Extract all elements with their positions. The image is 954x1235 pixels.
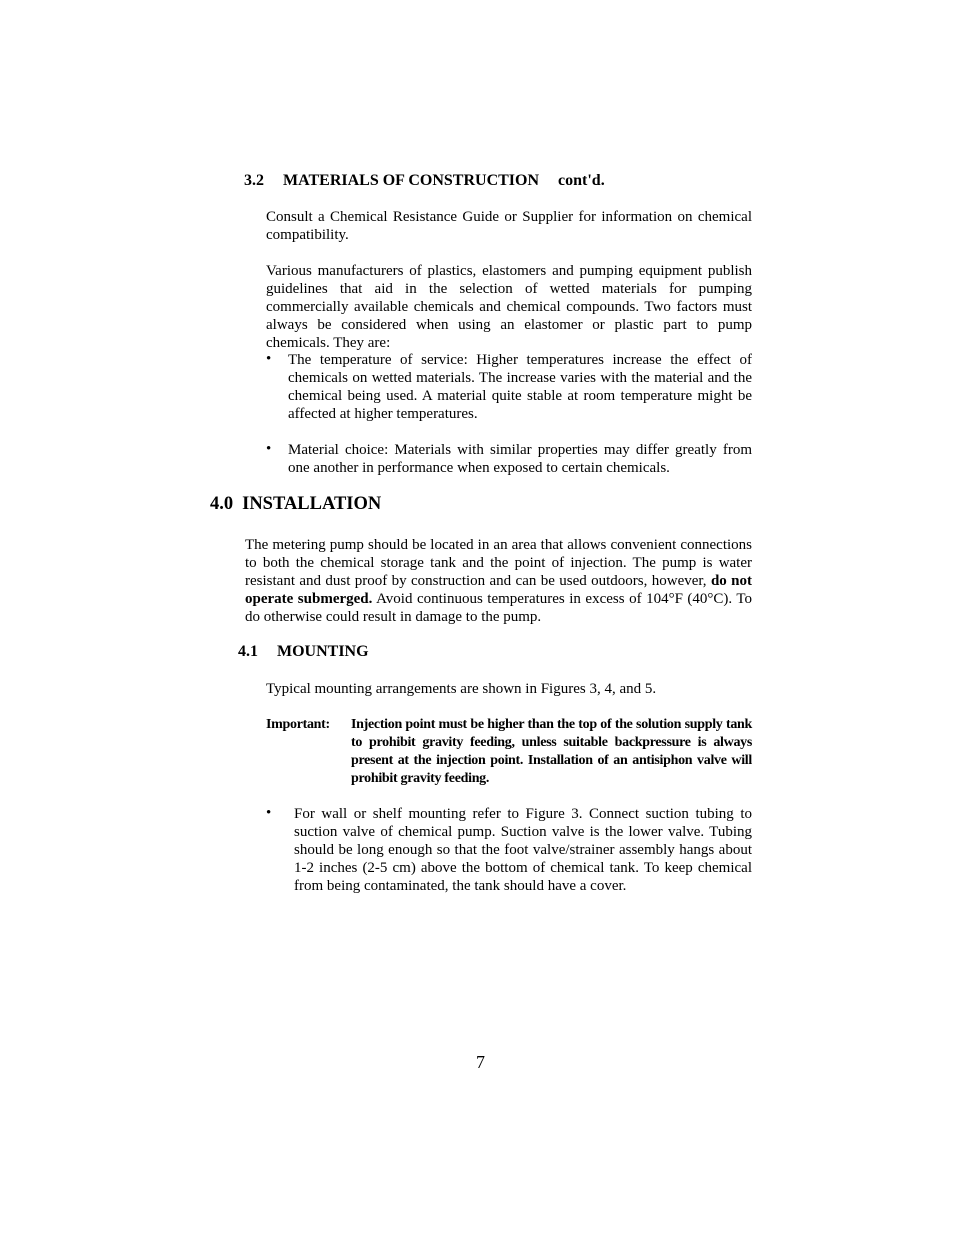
section-number: 4.0 (210, 494, 234, 514)
installation-paragraph (245, 536, 752, 626)
text-run: Avoid continuous temperatures in excess of 104°F (40°C). To do otherwise could result in damage to the pump. (245, 591, 752, 625)
paragraph: Typical mounting arrangements are shown in Figures 3, 4, and 5. (266, 681, 657, 697)
section-title: MOUNTING (277, 643, 369, 660)
bullet-icon: • (266, 805, 272, 821)
page-number: 7 (476, 1052, 485, 1072)
section-4-0-heading (210, 494, 381, 514)
important-note: Injection point must be higher than the top of the solution supply tank to prohibit gravity feeding, unless suitable backpressure is always present at the injection point. Installation of an antisiphon valve will prohibit gravity feeding. (351, 717, 752, 786)
paragraph: Various manufacturers of plastics, elastomers and pumping equipment publish guidelines that aid in the selection of wetted materials for pumping commercially available chemicals and chemical compounds. Two factors must always be considered when using an elastomer or plastic part to pump chemicals. They are: (266, 263, 752, 351)
section-title: INSTALLATION (242, 494, 382, 514)
section-3-2-heading (244, 172, 605, 190)
paragraph: Consult a Chemical Resistance Guide or Supplier for information on chemical compatibility. (266, 209, 752, 243)
text-run: The metering pump should be located in an area that allows convenient connections to both the chemical storage tank and the point of injection. The pump is water resistant and dust proof by construction and can be used outdoors, however, (245, 537, 752, 589)
warning-text: do not operate submerged. (245, 573, 752, 607)
bullet-item: Material choice: Materials with similar properties may differ greatly from one another in performance when exposed to certain chemicals. (288, 442, 752, 476)
section-suffix: cont'd. (558, 172, 605, 189)
section-4-1-heading (238, 643, 369, 661)
section-number: 4.1 (238, 643, 258, 660)
section-number: 3.2 (244, 172, 264, 189)
bullet-item: The temperature of service: Higher temperatures increase the effect of chemicals on wetted materials. The increase varies with the material and the chemical being used. A material quite stable at room temperature might be affected at higher temperatures. (288, 352, 752, 422)
bullet-icon: • (266, 351, 272, 367)
section-title: MATERIALS OF CONSTRUCTION (283, 172, 540, 189)
important-label: Important: (266, 717, 330, 732)
bullet-icon: • (266, 441, 272, 457)
bullet-item: For wall or shelf mounting refer to Figure 3. Connect suction tubing to suction valve of chemical pump. Suction valve is the lower valve. Tubing should be long enough so that the foot valve/strainer assembly hangs about 1-2 inches (2-5 cm) above the bottom of chemical tank. To keep chemical from being contaminated, the tank should have a cover. (294, 806, 752, 894)
